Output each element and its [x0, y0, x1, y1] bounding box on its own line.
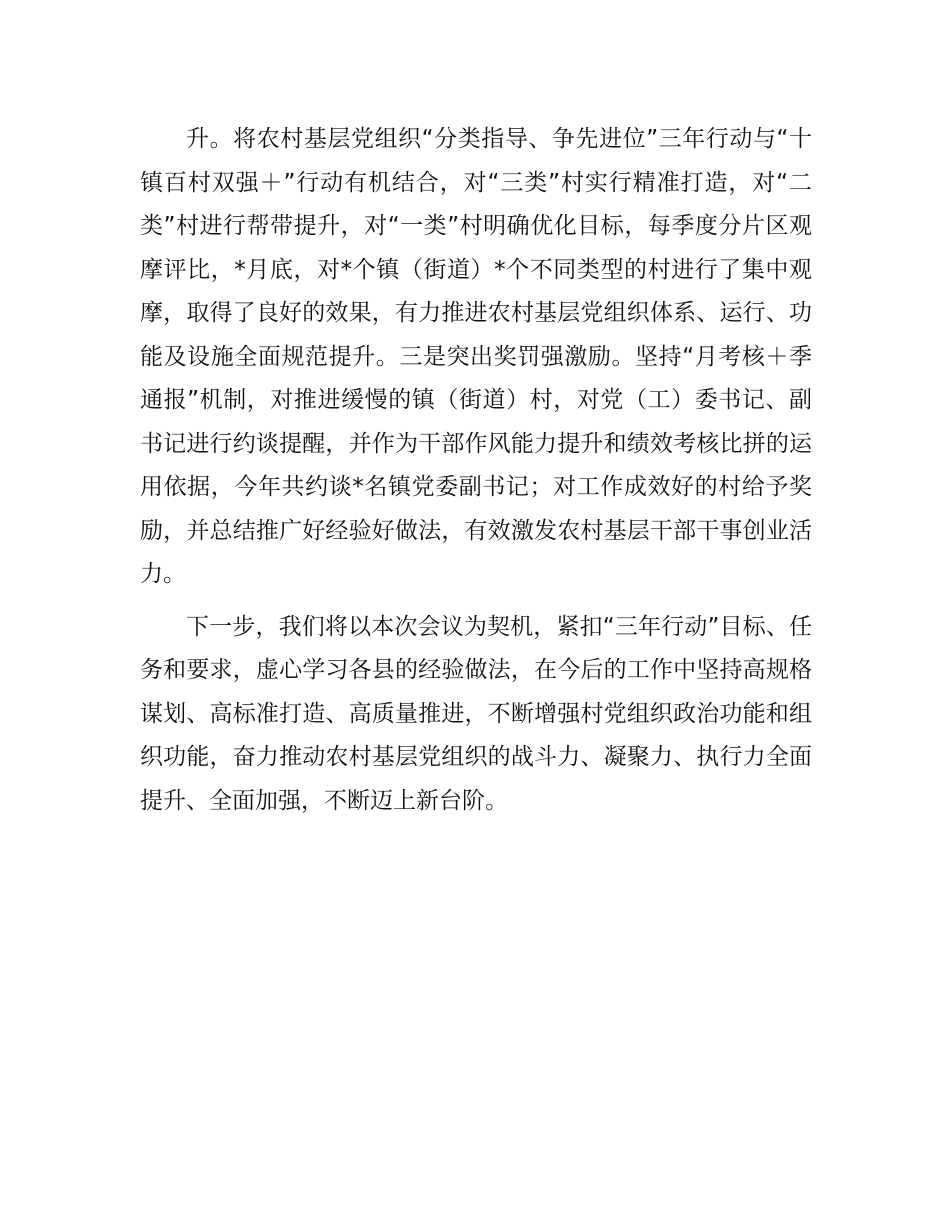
- document-body: [140, 118, 812, 823]
- paragraph-continuation: 升。将农村基层党组织“分类指导、争先进位”三年行动与“十镇百村双强＋”行动有机结合，对“三类”村实行精准打造，对“二类”村进行帮带提升，对“一类”村明确优化目标，每季度分片区观摩评比，*月底，对*个镇（街道）*个不同类型的村进行了集中观摩，取得了良好的效果，有力推进农村基层党组织体系、运行、功能及设施全面规范提升。三是突出奖罚强激励。坚持“月考核＋季通报”机制，对推进缓慢的镇（街道）村，对党（工）委书记、副书记进行约谈提醒，并作为干部作风能力提升和绩效考核比拼的运用依据，今年共约谈*名镇党委副书记；对工作成效好的村给予奖励，并总结推广好经验好做法，有效激发农村基层干部干事创业活力。: [140, 126, 812, 587]
- paragraph-next-steps: 下一步，我们将以本次会议为契机，紧扣“三年行动”目标、任务和要求，虚心学习各县的经验做法，在今后的工作中坚持高规格谋划、高标准打造、高质量推进，不断增强村党组织政治功能和组织功能，奋力推动农村基层党组织的战斗力、凝聚力、执行力全面提升、全面加强，不断迈上新台阶。: [140, 613, 812, 814]
